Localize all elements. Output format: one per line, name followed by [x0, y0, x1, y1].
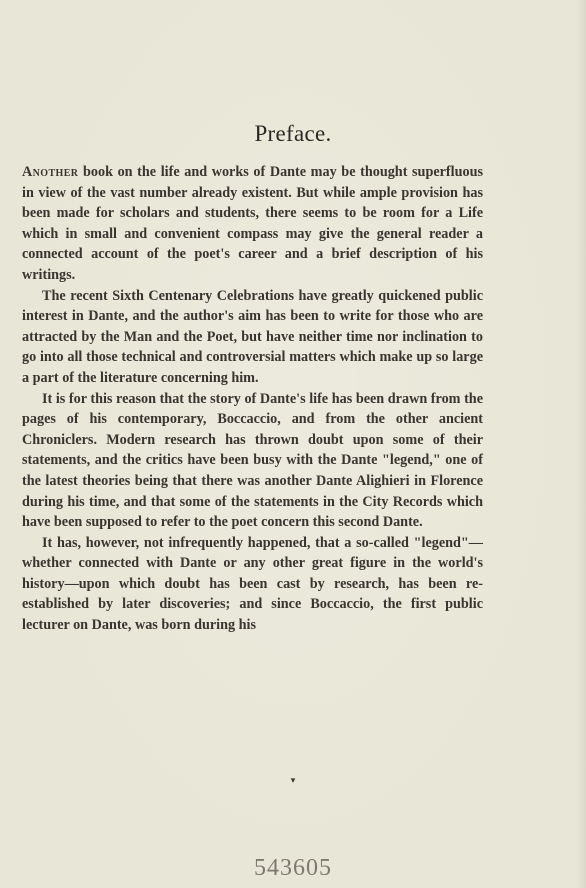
preface-title: Preface. — [254, 121, 332, 146]
preface-paragraph-4: It has, however, not infrequently happened, that a so-called "legend"—whether connected with Dante or any other great figure in the world's history—upon which doubt has been cast by research, has been re-established by later discoveries; and since Boccaccio, the first public lecturer on Dante, was born during his — [22, 534, 483, 634]
preface-paragraph-2: The recent Sixth Centenary Celebrations have greatly quickened public interest in Dante, and the author's aim has been to write for those who are attracted by the Man and the Poet, but have neither time nor inclination to go into all those technical and controversial matters which make up so large a part of the literature concerning him. — [22, 287, 483, 386]
paragraph-lead-word: Another — [22, 164, 79, 180]
library-page-number: 543605 — [254, 855, 332, 881]
paragraph-text: book on the life and works of Dante may be thought superfluous in view of the vast number already existent. But while ample provision has been made for scholars and students, there seems to be room for a Life which in small and convenient compass may give the general reader a connected account of the poet's career and a brief description of his writings. — [22, 164, 483, 283]
preface-paragraph-1 — [22, 162, 483, 286]
preface-paragraph-3: It is for this reason that the story of Dante's life has been drawn from the pages of his contemporary, Boccaccio, and from the other ancient Chroniclers. Modern research has thrown doubt upon some of their statements, and the critics have been busy with the Dante "legend," one of the latest theories being that there was another Dante Alighieri in Florence during his time, and that some of the statements in the City Records which have been supposed to refer to the poet concern this second Dante. — [22, 390, 483, 531]
continuation-marker: ▾ — [290, 775, 296, 785]
preface-body — [22, 162, 483, 636]
